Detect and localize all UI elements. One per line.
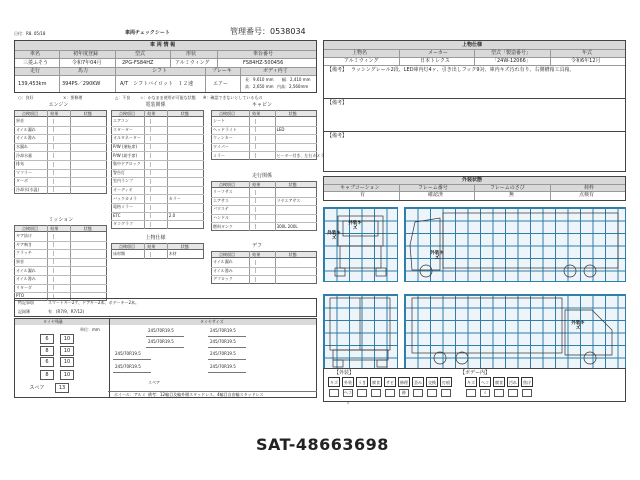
suspension-title: 走行関係	[252, 173, 273, 179]
electrical-col-item: 点検項目	[119, 110, 135, 116]
def-item: オイル漏れ	[213, 259, 233, 265]
cabin-state: LED	[276, 126, 285, 132]
body-dim-height: 高：2,650 mm	[245, 84, 274, 89]
sheet-title: 車両チェックシート	[125, 30, 170, 36]
exterior-header-caution: キャブコーション	[340, 184, 380, 191]
mission-col-state: 状態	[83, 225, 92, 231]
legend-exterior-item: 交換	[426, 377, 438, 387]
cabin-col-state: 状態	[288, 110, 297, 116]
legend-body-item: ヘコミ	[479, 377, 491, 387]
suspension-state: リヤエアサス	[276, 197, 301, 203]
legend-repair: ×：要修理	[63, 95, 83, 100]
header-model: 型式	[135, 51, 146, 57]
tire-size: 245/70R19.5	[210, 328, 236, 333]
record-book-text: 有 (R7/9、R7/12)	[48, 309, 85, 314]
legend-body-swatch	[466, 389, 476, 397]
engine-item: マフラー	[16, 169, 32, 175]
legend-body-item: 腐食	[493, 377, 505, 387]
mission-item: ギア鳴き	[16, 241, 32, 247]
legend-unchecked: ※：確認できないとしているもの	[203, 95, 263, 100]
mission-item: リターダ	[16, 284, 32, 290]
header-chassis: 車台番号	[253, 51, 274, 57]
engine-item: オイル漏れ	[16, 126, 36, 132]
upper-spec-title: 上物仕様	[462, 42, 483, 48]
tire-remaining-box: 10	[60, 346, 74, 356]
header-mileage: 走行	[30, 68, 41, 74]
tire-remaining-label: タイヤ残量	[43, 319, 63, 324]
tire-spare-label: スペア	[29, 385, 45, 391]
tire-remaining-box: 6	[40, 357, 54, 367]
legend-body-swatch	[522, 389, 532, 397]
mission-item: クラッチ	[16, 250, 32, 256]
tire-remaining-box: 6	[40, 334, 54, 344]
cabin-col-item: 点検項目	[219, 110, 235, 116]
mission-item: オイル漏れ	[16, 267, 36, 273]
horsepower: 394PS／290KW	[62, 81, 101, 87]
exterior-legend-title: 【外装】	[334, 370, 355, 376]
legend-exterior-item: キズ	[328, 377, 340, 387]
model-code: 2PG-FS84HZ	[122, 59, 154, 66]
vehicle-info-title: 車 両 情 報	[150, 42, 176, 48]
def-col-state: 状態	[288, 251, 297, 257]
tire-spare-size-label: スペア	[148, 380, 160, 385]
mileage: 139,453km	[18, 81, 47, 87]
legend-body-swatch	[508, 389, 518, 397]
header-first-reg: 初年度登録	[73, 51, 99, 57]
def-col-result: 結果	[252, 251, 261, 257]
tire-size: 245/70R19.5	[210, 364, 236, 369]
electrical-item: 警告灯	[113, 169, 125, 175]
exterior-title: 外装状態	[462, 177, 483, 183]
first-registration: 令和7年04月	[72, 59, 102, 66]
date-label: 日付：R8. 05/18	[14, 31, 46, 36]
header-brake: ブレーキ	[212, 68, 232, 74]
electrical-item: バックカメラ	[113, 195, 137, 201]
exterior-header-rust: フレームのさび	[490, 184, 525, 191]
chassis-number: FS84HZ-500456	[243, 59, 284, 66]
electrical-item: 集中ドアロック	[113, 161, 141, 167]
body-legend-title: 【ボデー内】	[460, 370, 491, 376]
legend-body-item: キズ	[465, 377, 477, 387]
mission-item: 異音	[16, 259, 24, 264]
legend-body-swatch	[494, 389, 504, 397]
suspension-state: 300L 200L	[276, 223, 298, 229]
engine-item: 排気	[16, 161, 24, 167]
suspension-item: ハンドル	[213, 215, 229, 220]
engine-item: 冷却水(水温)	[16, 187, 40, 192]
transmission: A/T シフトバイロット １２速	[120, 81, 193, 87]
upper-maker: 日本トレクス	[420, 57, 450, 64]
tire-remaining-box: 10	[60, 357, 74, 367]
legend-exterior-swatch	[427, 389, 437, 397]
legend-exterior-swatch	[399, 389, 409, 397]
cabin-item: ワイパー	[213, 144, 229, 149]
upper-header-name: 上物名	[352, 49, 368, 56]
legend-exterior-swatch	[441, 389, 451, 397]
electrical-item: 室内ランプ	[113, 178, 133, 184]
upper-header-model: 型式「製造番号」	[491, 49, 532, 56]
car-name: 三菱ふそう	[23, 59, 49, 66]
mission-item: オイル滲み	[16, 276, 36, 282]
tire-size: 245/70R19.5	[210, 351, 236, 356]
upper-name: アルミウィング	[344, 57, 379, 64]
tire-size: 245/70R19.5	[148, 328, 174, 333]
tire-spare-value: 13	[55, 383, 69, 393]
mission-col-result: 結果	[50, 225, 59, 231]
exterior-header-cargo: 荷枠	[584, 184, 595, 191]
header-shape: 形状	[186, 51, 197, 57]
exterior-header-frame: フレーム番号	[418, 184, 448, 191]
electrical-item: オーディオ	[113, 187, 133, 192]
legend-good: ○：良好	[18, 95, 34, 100]
exterior-frame: 確認済	[428, 192, 444, 198]
special-notes-text: スマートキー2ケ、ドアキー2本、ボデーキー2本。	[48, 300, 139, 305]
upper-header-year: 年式	[582, 49, 593, 56]
header-body-dims: ボディ内寸	[263, 68, 288, 74]
electrical-item: スターター	[113, 126, 133, 132]
body-dim-width: 幅：2,410 mm	[282, 77, 311, 82]
engine-title: エンジン	[48, 102, 69, 108]
suspension-item: 燃料タンク	[213, 223, 233, 229]
def-title: デフ	[252, 243, 263, 249]
mission-col-item: 点検項目	[22, 225, 38, 231]
tire-remaining-box: 10	[60, 334, 74, 344]
cabin-title: キャビン	[252, 102, 273, 108]
tire-size-title: タイヤサイズ	[200, 319, 224, 324]
electrical-item: P/W (助手席)	[113, 152, 138, 158]
body-dim-length: 長：9,610 mm	[245, 77, 274, 82]
upper_status-title: 上物仕様	[145, 235, 166, 241]
header-power: 馬力	[78, 68, 89, 74]
cabin-col-result: 結果	[252, 110, 261, 116]
legend-exterior-item: 外装ヘコミ	[342, 377, 354, 387]
electrical-item: ETC	[113, 212, 121, 218]
exterior-caution: 有	[360, 192, 366, 198]
suspension-item: リーフサス	[213, 189, 233, 195]
upper_status-item: 床材類	[113, 251, 125, 257]
suspension-col-result: 結果	[252, 181, 261, 187]
body-dim-inner-height: 内高：2,560mm	[277, 84, 309, 89]
exterior-cargo: 点検有	[579, 192, 595, 198]
legend-exterior-swatch	[357, 389, 367, 397]
def-item: デフロック	[213, 276, 233, 282]
header-shift: シフト	[152, 68, 168, 74]
exterior-rust: 無	[509, 192, 515, 198]
electrical-item: P/W (運転席)	[113, 144, 138, 149]
tire-size: 245/70R19.5	[148, 339, 174, 344]
def-col-item: 点検項目	[219, 251, 235, 257]
legend-exterior-item: 腐食	[370, 377, 382, 387]
upper_status-col-result: 結果	[147, 243, 156, 249]
legend-exterior-item: 修理跡	[398, 377, 410, 387]
electrical-item: エアコン	[113, 118, 129, 124]
cabin-item: ヘッドライト	[213, 126, 237, 132]
engine-item: 冷却水量	[16, 152, 32, 158]
remark-label-2: 【備考】	[327, 100, 348, 106]
damage-mark-side-cab: 外装キズ	[430, 251, 444, 261]
electrical-col-state: 状態	[180, 110, 189, 116]
tire-remaining-box: 8	[40, 370, 54, 380]
wheel-label: ホイール：アルミ	[114, 392, 146, 397]
legend-exterior-item: サビ	[384, 377, 396, 387]
cabin-item: シート	[213, 118, 225, 124]
remark-label-1: 【備考】	[327, 67, 348, 73]
header-car-name: 車名	[30, 51, 41, 57]
electrical-state: 2.0	[168, 212, 176, 218]
cabin-state: ヒーター付き、左右カメラ	[276, 152, 325, 158]
legend-exterior-swatch	[413, 389, 423, 397]
vehicle-code: SAT-48663698	[256, 435, 389, 454]
brake-type: エアー	[213, 81, 228, 87]
legend-body-item: 汚れ	[507, 377, 519, 387]
def-item: オイル滲み	[213, 267, 233, 273]
mission-item: ギア抜け	[16, 233, 32, 239]
upper_status-state: 木材	[168, 251, 177, 257]
upper_status-col-item: 点検項目	[119, 243, 135, 249]
legend-exterior-item: 歪み	[412, 377, 424, 387]
upper-header-maker: メーカー	[428, 49, 448, 56]
tire-size: 245/70R19.5	[115, 351, 141, 356]
suspension-col-state: 状態	[288, 181, 297, 187]
engine-item: ターボ	[16, 178, 28, 184]
tire-size: 245/70R19.5	[115, 364, 141, 369]
mission-item: PTO	[16, 293, 25, 299]
cabin-item: ミラー	[213, 152, 225, 158]
engine-item: オイル滲み	[16, 135, 36, 141]
electrical-title: 電装関係	[145, 102, 166, 108]
electrical-item: 電格ミラー	[113, 204, 133, 210]
body-shape: アルミウィング	[175, 59, 210, 66]
legend-bad: △：不良	[115, 95, 131, 100]
engine-item: 水漏れ	[16, 144, 28, 149]
damage-mark-side-body: 外装キズ	[571, 321, 585, 331]
wheel-note: 備考：12輪目及輪外側スタッドレス、4輪目自由輪スタッドレス	[148, 392, 264, 397]
remark-label-3: 【備考】	[327, 133, 348, 139]
management-number: 管理番号：0538034	[230, 27, 306, 36]
legend-exterior-item: 打痕	[440, 377, 452, 387]
cabin-item: ウィンカー	[213, 135, 233, 141]
special-notes-label: 特記事項	[18, 300, 34, 305]
upper-year: 令和6年12月	[571, 57, 601, 64]
tire-remaining-box: 10	[60, 370, 74, 380]
record-book-label: 記録簿	[18, 309, 30, 314]
legend-exterior-swatch	[385, 389, 395, 397]
damage-mark-front-left: 外装キズ	[327, 231, 341, 241]
suspension-item: パワステ	[213, 206, 229, 212]
legend-body-swatch	[480, 389, 490, 397]
damage-mark-front-right: 外装キズ	[348, 221, 362, 231]
upper_status-col-state: 状態	[180, 243, 189, 249]
legend-body-item: 焦げ	[521, 377, 533, 387]
legend-exterior-swatch	[343, 389, 353, 397]
electrical-item: タコグラフ	[113, 221, 133, 227]
tire-remaining-box: 8	[40, 346, 54, 356]
remark-text-1: ラッシングレール2段、LED庫内灯4ヶ、引き出しフック9対、庫内キズ汚れ有り、右側槽箱工具箱。	[351, 67, 575, 73]
mission-title: ミッション	[48, 217, 74, 223]
electrical-item: オルタネーター	[113, 135, 141, 141]
suspension-item: エアサス	[213, 197, 229, 203]
engine-col-state: 状態	[83, 110, 92, 116]
tire-unit: 単位：mm	[80, 327, 100, 332]
legend-exterior-item: うき	[356, 377, 368, 387]
engine-col-result: 結果	[50, 110, 59, 116]
suspension-col-item: 点検項目	[219, 181, 235, 187]
electrical-col-result: 結果	[147, 110, 156, 116]
upper-model: 「24W-12066」	[492, 57, 531, 64]
legend-ok-use: ☆：かなまま使用が可能な状態	[140, 95, 196, 100]
engine-item: 異音	[16, 118, 24, 124]
electrical-state: カラー	[168, 195, 181, 201]
tire-size: 245/70R19.5	[210, 339, 236, 344]
legend-exterior-swatch	[329, 389, 339, 397]
legend-exterior-swatch	[371, 389, 381, 397]
engine-col-item: 点検項目	[22, 110, 38, 116]
